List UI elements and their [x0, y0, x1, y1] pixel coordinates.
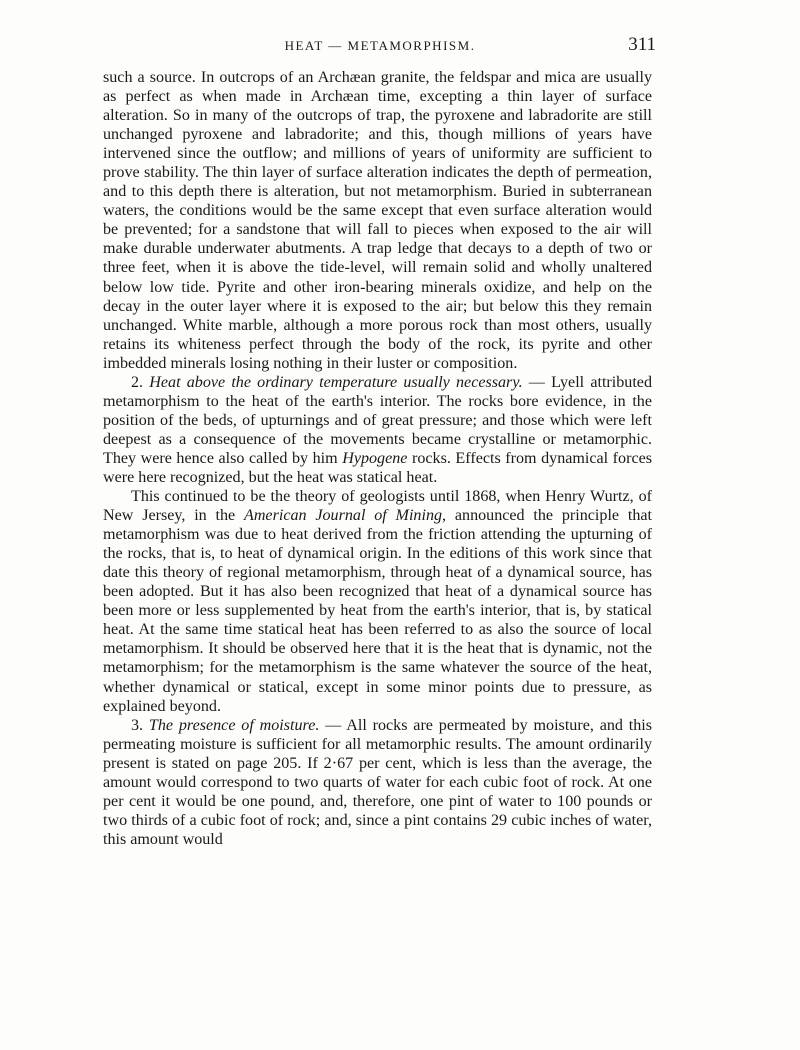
paragraph-text-start: This continued to be the theory of geologists until 1868, when Henry Wurtz, of New Jersey, in the [103, 488, 652, 525]
paragraph-moisture-section [103, 716, 652, 849]
paragraph-text: — All rocks are permeated by moisture, and this permeating moisture is sufficient for all metamorphic results. The amount ordinarily present is stated on page 205. If 2·67 per cent, which is less than the average, the amount would correspond to two quarts of water for each cubic foot of rock. At one per cent it would be one pound, and, therefore, one pint of water to 100 pounds or two thirds of a cubic foot of rock; and, since a pint contains 29 cubic inches of water, this amount would [103, 716, 652, 848]
paragraph-text: , announced the principle that metamorphism was due to heat derived from the friction attending the upturning of the rocks, that is, to heat of dynamical origin. In the editions of this work since that date this theory of regional metamorphism, through heat of a dynamical source, has been adopted. But it has also been recognized that heat of a dynamical source has been more or less supplemented by heat from the earth's interior, that is, by statical heat. At the same time statical heat has been referred to as also the source of local metamorphism. It should be observed here that it is the heat that is dynamic, not the metamorphism; for the metamorphism is the same whatever the source of the heat, whether dynamical or statical, except in some minor points due to pressure, as explained beyond. [103, 507, 652, 715]
journal-title: American Journal of Mining [243, 507, 443, 525]
paragraph-continuation [103, 68, 652, 373]
page-header [100, 34, 660, 58]
section-heading: Heat above the ordinary temperature usually necessary. [149, 373, 523, 391]
section-number: 3. [131, 716, 144, 734]
section-number: 2. [131, 373, 144, 391]
running-head: HEAT — METAMORPHISM. [284, 38, 476, 53]
paragraph-wurtz [103, 487, 652, 716]
italic-term: Hypogene [342, 449, 408, 467]
paragraph-heat-section [103, 373, 652, 487]
paragraph-text: such a source. In outcrops of an Archæan granite, the feldspar and mica are usually as perfect as when made in Archæan time, excepting a thin layer of surface alteration. So in many of the outcrops of trap, the pyroxene and labradorite are still unchanged pyroxene and labradorite; and this, though millions of years have intervened since the outflow; and millions of years of uniformity are sufficient to prove stability. The thin layer of surface alteration indicates the depth of permeation, and to this depth there is alteration, but not metamorphism. Buried in subterranean waters, the conditions would be the same except that even surface alteration would be prevented; for a sandstone that will fall to pieces when exposed to the air will make durable underwater abutments. A trap ledge that decays to a depth of two or three feet, when it is above the tide-level, will remain solid and wholly unaltered below low tide. Pyrite and other iron-bearing minerals oxidize, and help on the decay in the outer layer where it is exposed to the air; but below this they remain unchanged. White marble, although a more porous rock than most others, usually retains its whiteness perfect through the body of the rock, its pyrite and other imbedded minerals losing nothing in their luster or composition. [103, 69, 652, 372]
page-number: 311 [628, 34, 656, 55]
section-heading: The presence of moisture. [148, 716, 320, 734]
paragraph-text: — Lyell attributed metamorphism to the heat of the earth's interior. The rocks bore evidence, in the position of the beds, of upturnings and of great pressure; and those which were left deepest as a consequence of the movements became crystalline or metamorphic. They were hence also called by him [103, 373, 653, 467]
body-text [103, 68, 652, 849]
paragraph-text-end: rocks. Effects from dynamical forces were here recognized, but the heat was statical heat. [103, 449, 652, 486]
